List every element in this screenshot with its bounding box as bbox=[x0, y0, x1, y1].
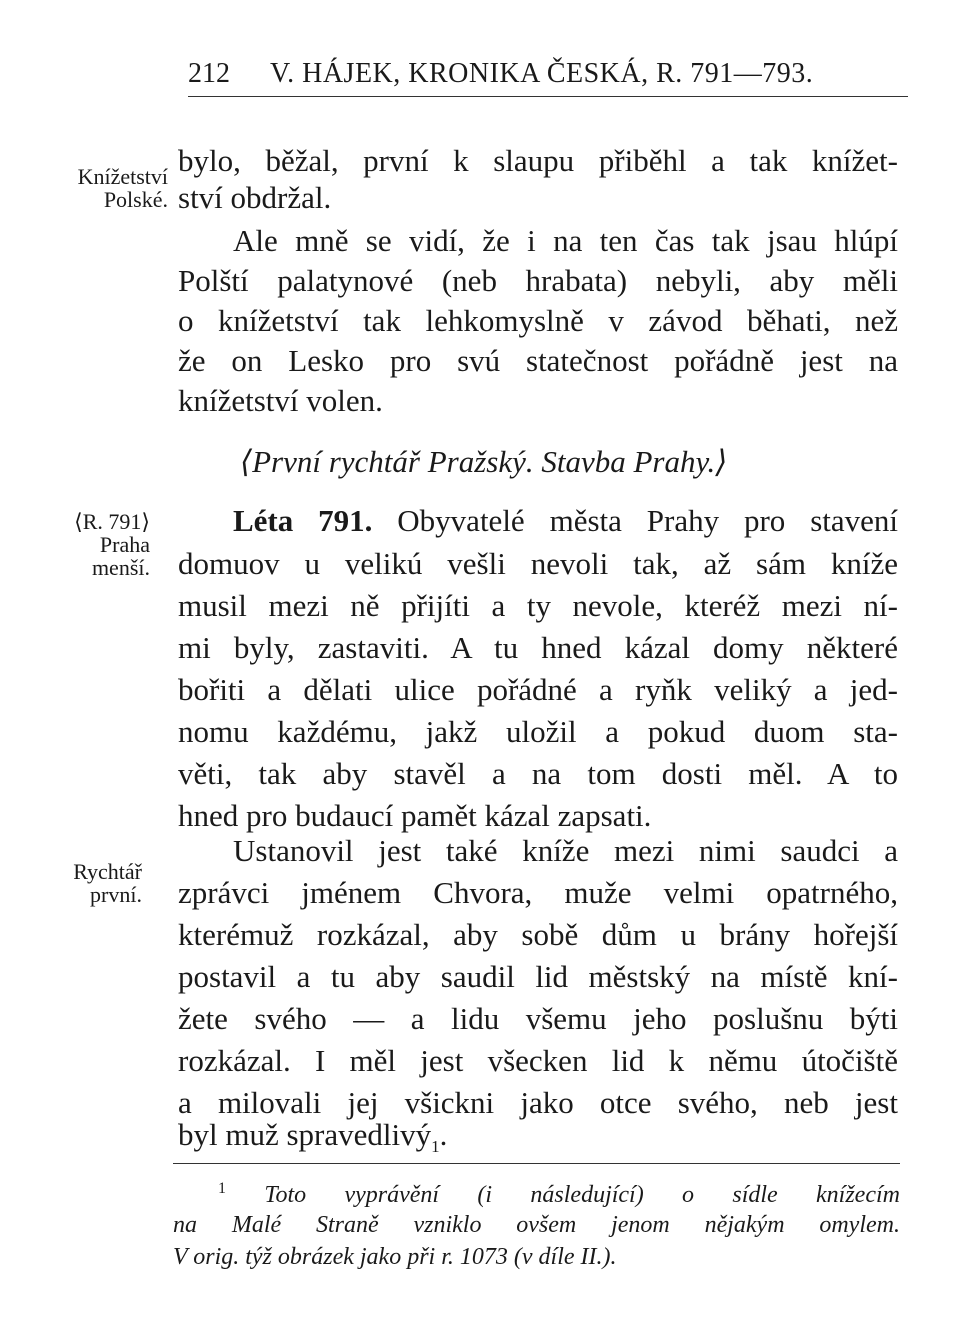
margin-note-knizetstvi bbox=[8, 165, 168, 211]
text-line: že on Lesko pro svú statečnost pořádně jest na bbox=[178, 343, 898, 378]
text-line: rozkázal. I měl jest všecken lid k němu útočiště bbox=[178, 1043, 898, 1078]
margin-note-line: Knížetství bbox=[77, 164, 168, 189]
footnote-reference[interactable]: 1 bbox=[431, 1137, 440, 1157]
running-title: V. HÁJEK, KRONIKA ČESKÁ, R. 791—793. bbox=[270, 58, 814, 89]
margin-note-line: ⟨R. 791⟩ bbox=[74, 509, 150, 534]
margin-note-praha bbox=[0, 510, 150, 579]
text-line: ství obdržal. bbox=[178, 180, 332, 215]
text-line bbox=[178, 1117, 898, 1157]
header-rule bbox=[188, 96, 908, 97]
footnote-rule bbox=[173, 1163, 900, 1164]
running-header bbox=[188, 58, 908, 98]
text-line: věti, tak aby stavěl a na tom dosti měl. A to bbox=[178, 756, 898, 791]
page-number: 212 bbox=[188, 58, 230, 89]
text-span: . bbox=[439, 1117, 448, 1152]
text-line: mi byly, zastaviti. A tu hned kázal domy některé bbox=[178, 630, 898, 665]
text-span: byl muž spravedlivý bbox=[178, 1117, 432, 1152]
text-line: musil mezi ně přijíti a ty nevole, kteréž mezi ní- bbox=[178, 588, 898, 623]
margin-note-line: první. bbox=[90, 882, 142, 907]
text-line: postavil a tu aby saudil lid městský na místě kní- bbox=[178, 959, 898, 994]
section-heading: ⟨První rychtář Pražský. Stavba Prahy.⟩ bbox=[240, 444, 728, 479]
footnote-line: na Malé Straně vzniklo ovšem jenom nějakým omylem. bbox=[173, 1212, 900, 1238]
margin-note-line: Praha bbox=[99, 532, 150, 557]
text-line: nomu každému, jakž uložil a pokud duom sta- bbox=[178, 714, 898, 749]
text-line bbox=[233, 503, 898, 539]
text-line: knížetství volen. bbox=[178, 383, 383, 418]
text-line: zprávci jménem Chvora, muže velmi opatrného, bbox=[178, 875, 898, 910]
margin-note-line: menší. bbox=[91, 555, 150, 580]
text-line: bylo, běžal, první k slaupu přiběhl a tak knížet- bbox=[178, 143, 898, 178]
text-line: o knížetství tak lehkomyslně v závod běhati, než bbox=[178, 303, 898, 338]
text-line: domuov u velikú vešli nevoli tak, až sám kníže bbox=[178, 546, 898, 581]
margin-note-line: Rychtář bbox=[73, 859, 142, 884]
text-line: bořiti a dělati ulice pořádné a ryňk veliký a jed- bbox=[178, 672, 898, 707]
footnote-marker: 1 bbox=[218, 1180, 226, 1197]
text-line: Ustanovil jest také kníže mezi nimi saudci a bbox=[233, 833, 898, 868]
footnote-line: V orig. týž obrázek jako při r. 1073 (v díle II.). bbox=[173, 1244, 617, 1270]
footnote-line bbox=[218, 1180, 900, 1209]
text-line: kterémuž rozkázal, aby sobě dům u brány hořejší bbox=[178, 917, 898, 952]
text-line: Ale mně se vidí, že i na ten čas tak jsau hlúpí bbox=[233, 223, 898, 258]
text-line: Polští palatynové (neb hrabata) nebyli, aby měli bbox=[178, 263, 898, 298]
margin-note-line: Polské. bbox=[103, 187, 168, 212]
text-span: Obyvatelé města Prahy pro stavení bbox=[397, 503, 899, 538]
text-line: žete svého — a lidu všemu jeho poslušnu býti bbox=[178, 1001, 898, 1036]
text-line: hned pro budaucí pamět kázal zapsati. bbox=[178, 798, 652, 833]
footnote-text: Toto vyprávění (i následující) o sídle knížecím bbox=[264, 1182, 900, 1208]
text-line: a milovali jej všickni jako otce svého, neb jest bbox=[178, 1085, 898, 1120]
margin-note-rychtar bbox=[0, 860, 142, 906]
year-label: Léta 791. bbox=[233, 503, 373, 538]
